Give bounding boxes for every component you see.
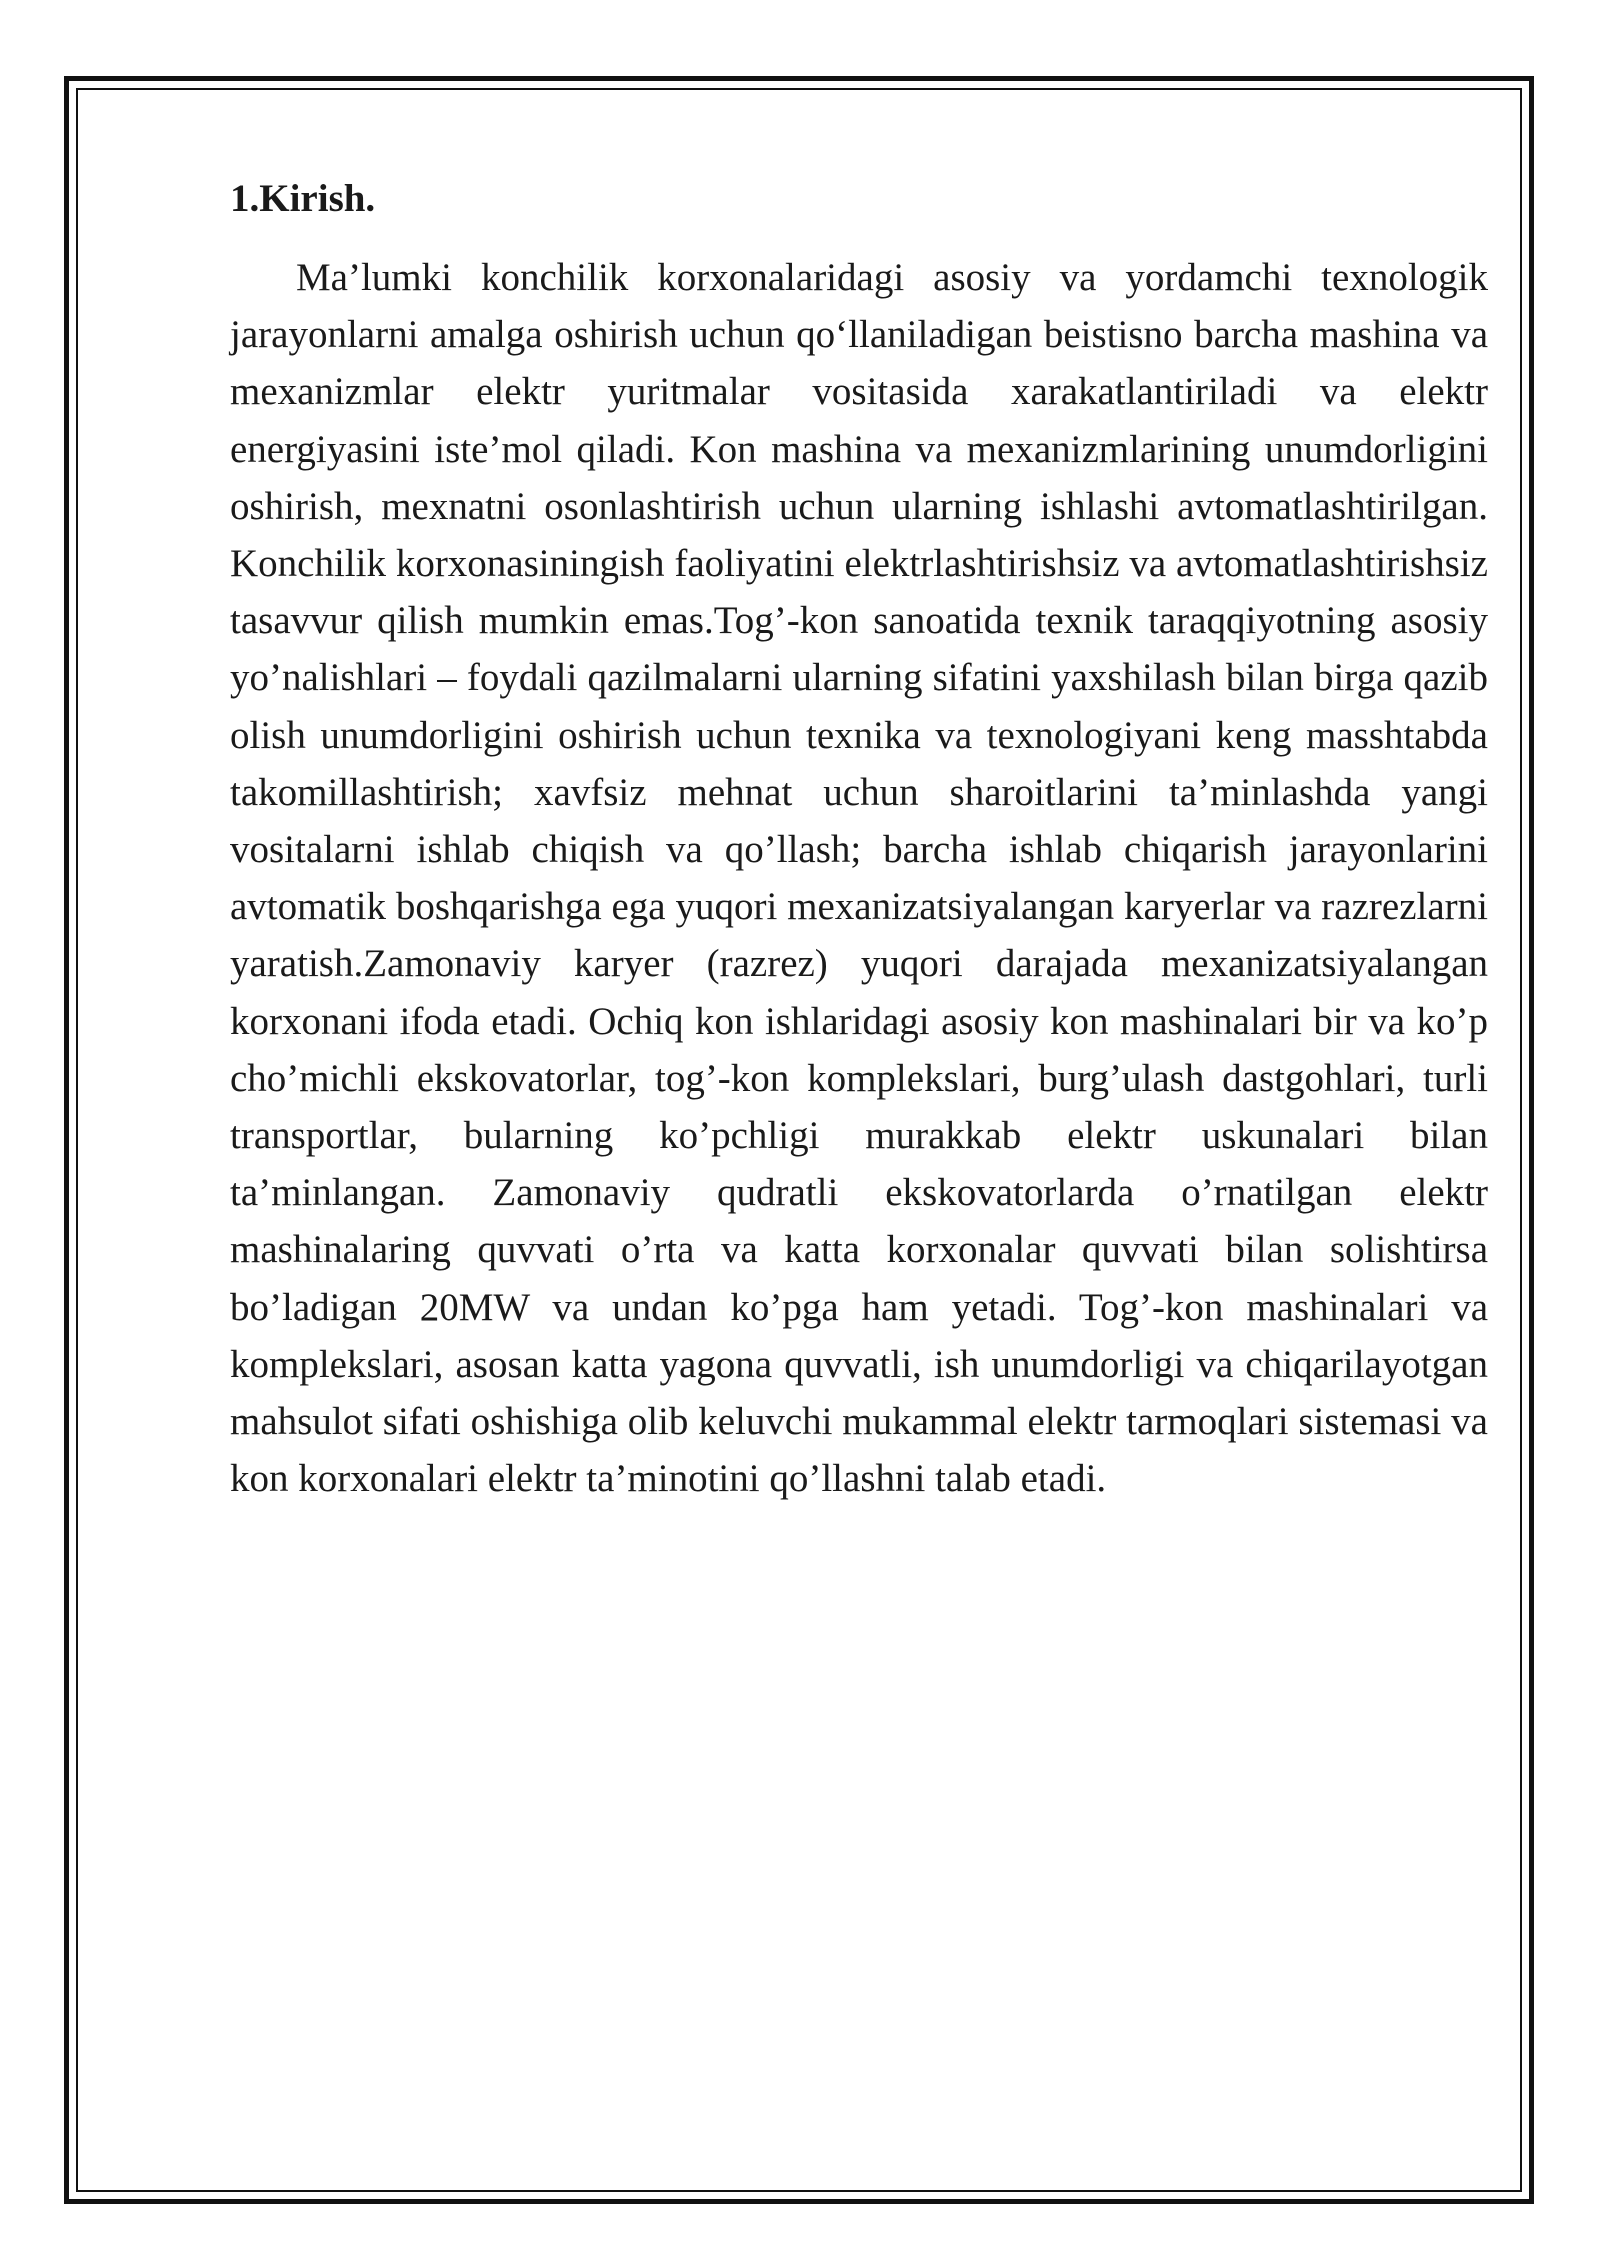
body-paragraph: Ma’lumki konchilik korxonalaridagi asosiy va yordamchi texnologik jarayonlarni amalga oshirish uchun qo‘llaniladigan beistisno barcha mashina va mexanizmlar elektr yuritmalar vositasida xarakatlantiriladi va elektr energiyasini iste’mol qiladi. Kon mashina va mexanizmlarining unumdorligini oshirish, mexnatni osonlashtirish uchun ularning ishlashi avtomatlashtirilgan. Konchilik korxonasiningish faoliyatini elektrlashtirishsiz va avtomatlashtirishsiz tasavvur qilish mumkin emas.Tog’-kon sanoatida texnik taraqqiyotning asosiy yo’nalishlari – foydali qazilmalarni ularning sifatini yaxshilash bilan birga qazib olish unumdorligini oshirish uchun texnika va texnologiyani keng masshtabda takomillashtirish; xavfsiz mehnat uchun sharoitlarini ta’minlashda yangi vositalarni ishlab chiqish va qo’llash; barcha ishlab chiqarish jarayonlarini avtomatik boshqarishga ega yuqori mexanizatsiyalangan karyerlar va razrezlarni yaratish.Zamonaviy karyer (razrez) yuqori darajada mexanizatsiyalangan korxonani ifoda etadi. Ochiq kon ishlaridagi asosiy kon mashinalari bir va ko’p cho’michli ekskovatorlar, tog’-kon komplekslari, burg’ulash dastgohlari, turli transportlar, bularning ko’pchligi murakkab elektr uskunalari bilan ta’minlangan. Zamonaviy qudratli ekskovatorlarda o’rnatilgan elektr mashinalaring quvvati o’rta va katta korxonalar quvvati bilan solishtirsa bo’ladigan 20MW va undan ko’pga ham yetadi. Tog’-kon mashinalari va komplekslari, asosan katta yagona quvvatli, ish unumdorligi va chiqarilayotgan mahsulot sifati oshishiga olib keluvchi mukammal elektr tarmoqlari sistemasi va kon korxonalari elektr ta’minotini qo’llashni talab etadi.: [230, 256, 1488, 1501]
document-body: [230, 170, 1488, 1507]
section-heading: 1.Kirish.: [230, 177, 376, 220]
